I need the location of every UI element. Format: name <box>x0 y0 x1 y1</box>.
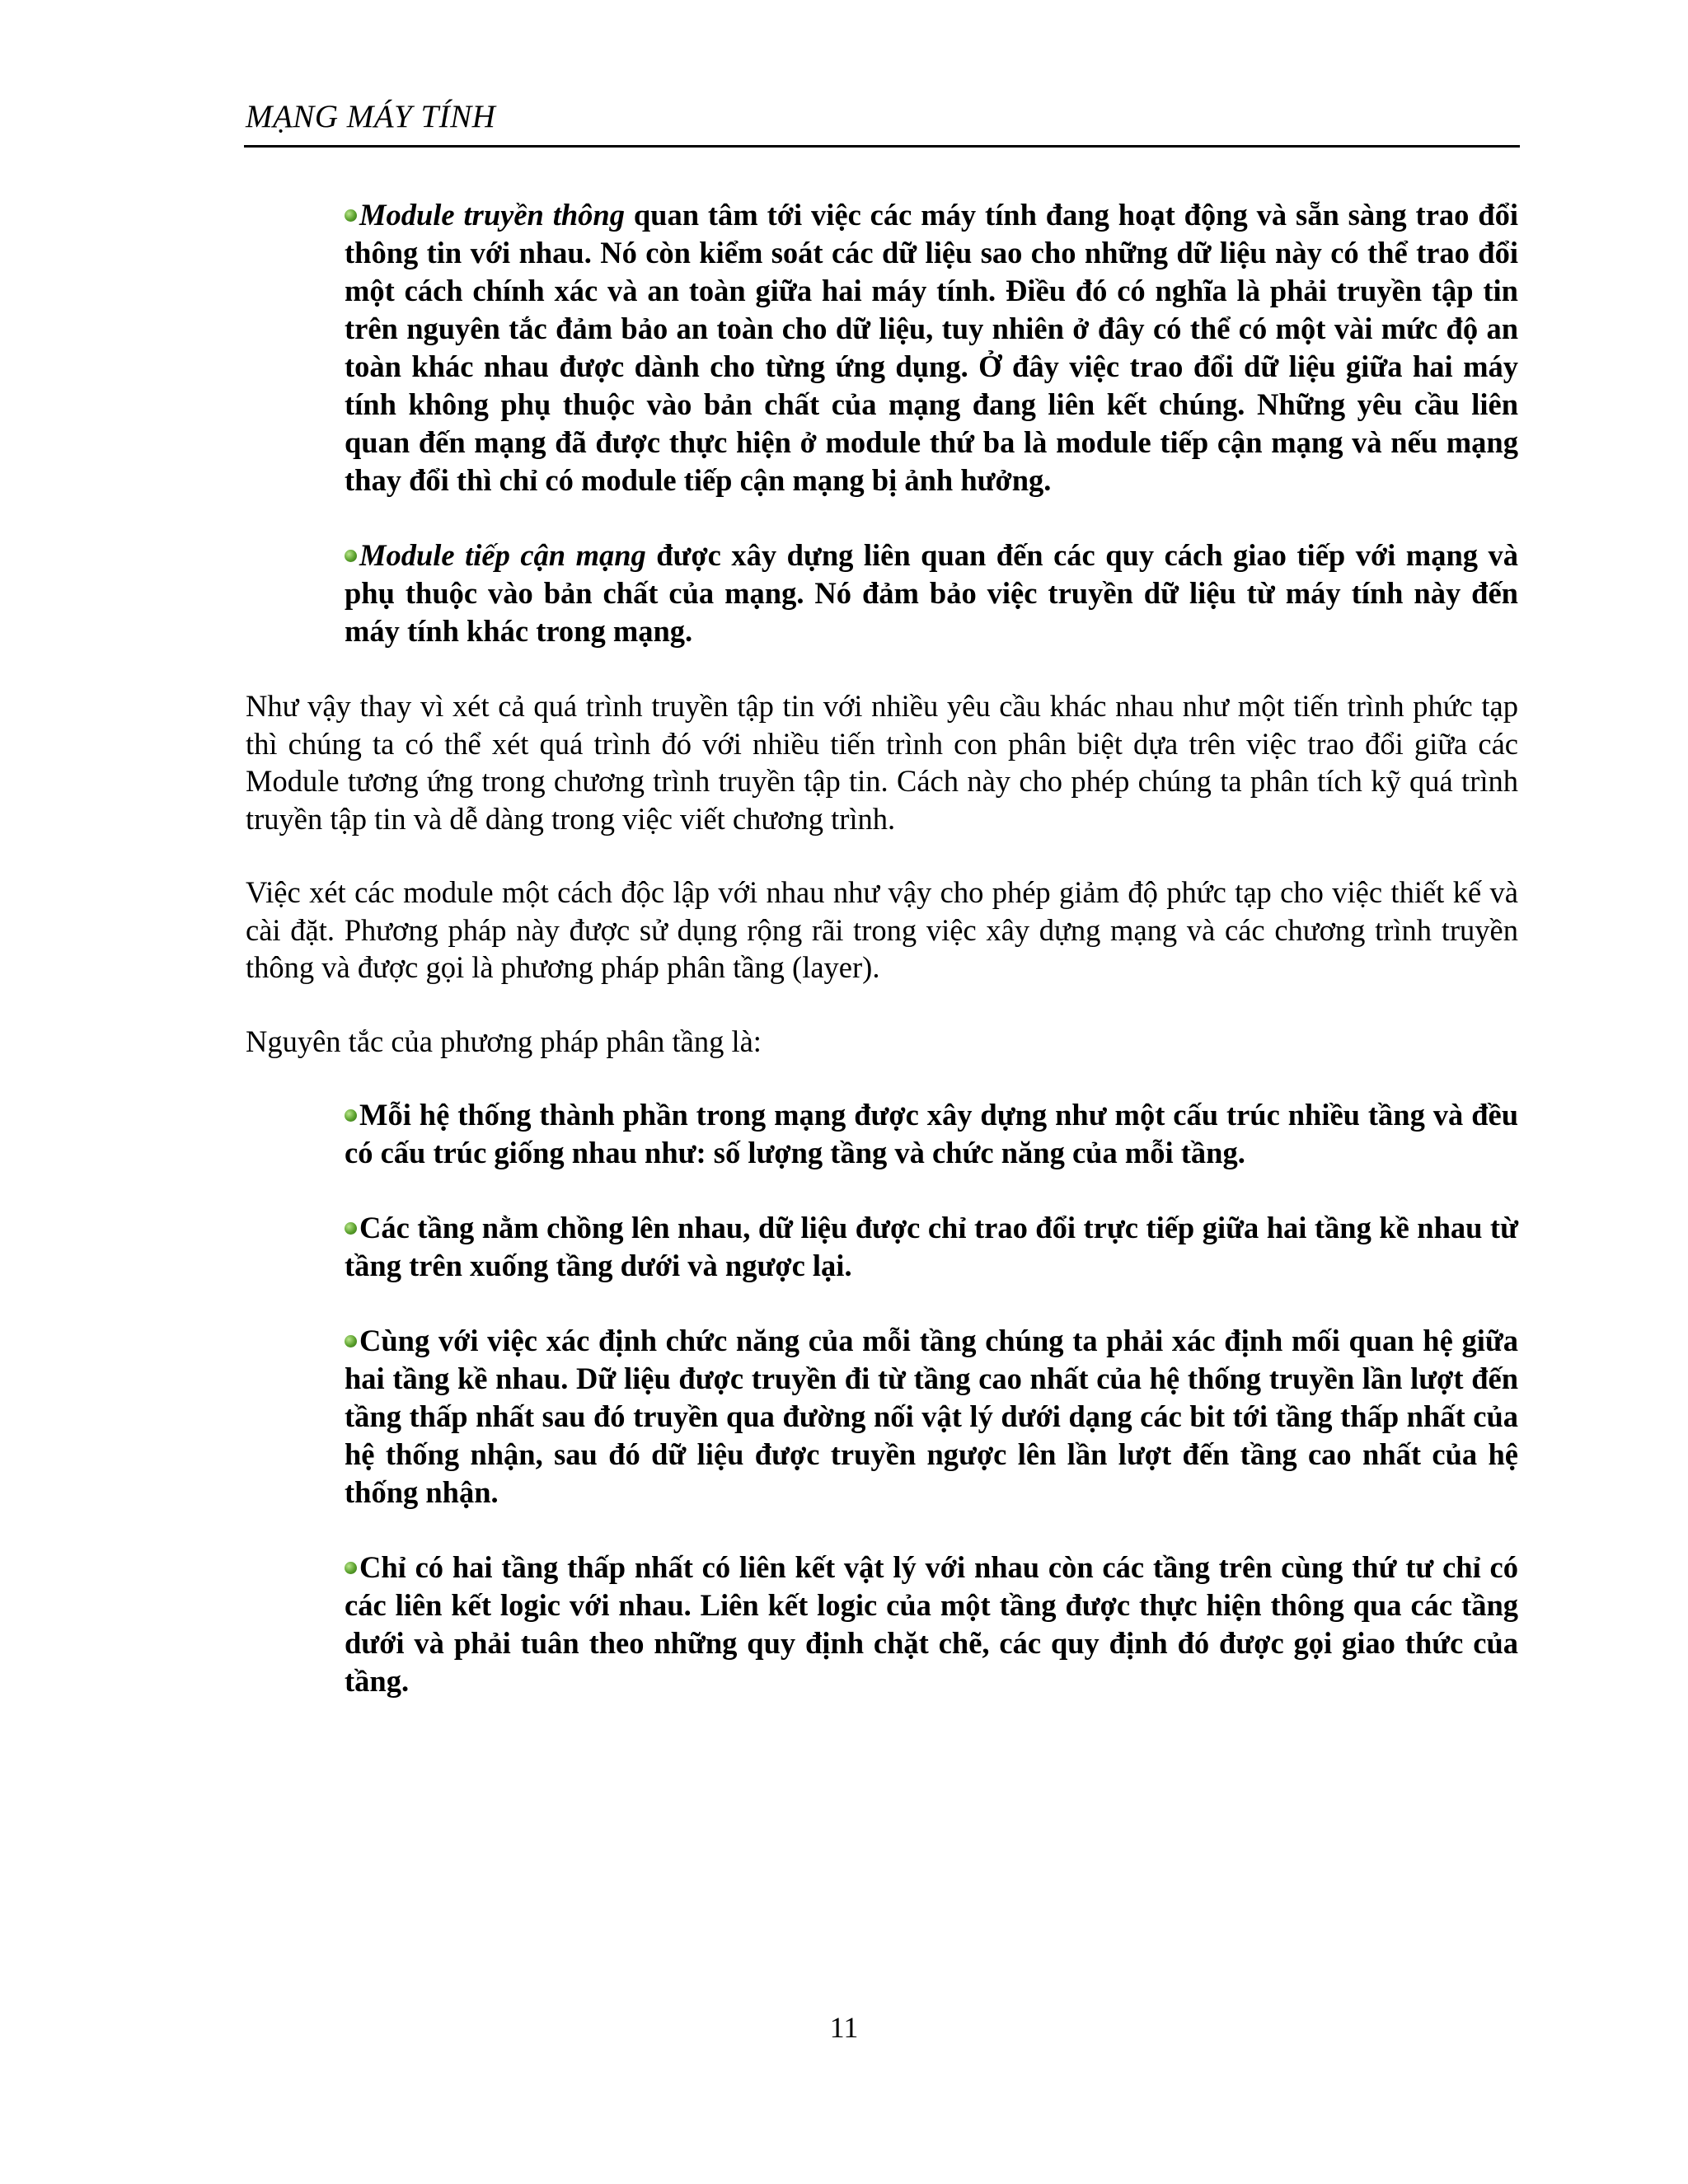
principle-text: Mỗi hệ thống thành phần trong mạng được xây dựng như một cấu trúc nhiều tầng và đều có cấu trúc giống nhau như: số lượng tầng và chức năng của mỗi tầng. <box>345 1098 1518 1169</box>
principle-text: Các tầng nằm chồng lên nhau, dữ liệu được chỉ trao đổi trực tiếp giữa hai tầng kề nhau từ tầng trên xuống tầng dưới và ngược lại. <box>345 1211 1518 1282</box>
bullet-lead-term: Module truyền thông <box>359 198 625 232</box>
bullet-item-module-truyen-thong <box>345 196 1518 499</box>
green-bullet-icon <box>345 1562 357 1574</box>
principle-item <box>345 1209 1518 1285</box>
bullet-item-module-tiep-can-mang <box>345 537 1518 650</box>
bullet-text: được xây dựng liên quan đến các quy cách giao tiếp với mạng và phụ thuộc vào bản chất của mạng. Nó đảm bảo việc truyền dữ liệu từ máy tính này đến máy tính khác trong mạng. <box>345 538 1518 648</box>
running-header: MẠNG MÁY TÍNH <box>246 99 496 134</box>
green-bullet-icon <box>345 550 357 562</box>
principles-intro: Nguyên tắc của phương pháp phân tầng là: <box>246 1024 762 1058</box>
green-bullet-icon <box>345 1222 357 1235</box>
principle-item <box>345 1549 1518 1700</box>
principle-text: Chỉ có hai tầng thấp nhất có liên kết vật lý với nhau còn các tầng trên cùng thứ tư chỉ có các liên kết logic với nhau. Liên kết logic của một tầng được thực hiện thông qua các tầng dưới và phải tuân theo những quy định chặt chẽ, các quy định đó được gọi giao thức của tầng. <box>345 1550 1518 1698</box>
bullet-lead-term: Module tiếp cận mạng <box>359 538 646 572</box>
principle-item <box>345 1096 1518 1172</box>
principle-item <box>345 1322 1518 1511</box>
green-bullet-icon <box>345 1109 357 1122</box>
green-bullet-icon <box>345 209 357 222</box>
body-paragraph: Việc xét các module một cách độc lập với nhau như vậy cho phép giảm độ phức tạp cho việc thiết kế và cài đặt. Phương pháp này được sử dụng rộng rãi trong việc xây dựng mạng và các chương trình truyền thông và được gọi là phương pháp phân tầng (layer). <box>246 875 1518 984</box>
principle-text: Cùng với việc xác định chức năng của mỗi tầng chúng ta phải xác định mối quan hệ giữa hai tầng kề nhau. Dữ liệu được truyền đi từ tầng cao nhất của hệ thống truyền lần lượt đến tầng thấp nhất sau đó truyền qua đường nối vật lý dưới dạng các bit tới tầng thấp nhất của hệ thống nhận, sau đó dữ liệu được truyền ngược lên lần lượt đến tầng cao nhất của hệ thống nhận. <box>345 1324 1518 1509</box>
bullet-text: quan tâm tới việc các máy tính đang hoạt động và sẵn sàng trao đổi thông tin với nhau. Nó còn kiểm soát các dữ liệu sao cho những dữ liệu này có thể trao đổi một cách chính xác và an toàn giữa hai máy tính. Điều đó có nghĩa là phải truyền tập tin trên nguyên tắc đảm bảo an toàn cho dữ liệu, tuy nhiên ở đây có thể có một vài mức độ an toàn khác nhau được dành cho từng ứng dụng. Ở đây việc trao đổi dữ liệu giữa hai máy tính không phụ thuộc vào bản chất của mạng đang liên kết chúng. Những yêu cầu liên quan đến mạng đã được thực hiện ở module thứ ba là module tiếp cận mạng và nếu mạng thay đổi thì chỉ có module tiếp cận mạng bị ảnh hưởng. <box>345 198 1518 497</box>
page-content <box>246 196 1518 1737</box>
body-paragraph: Như vậy thay vì xét cả quá trình truyền tập tin với nhiều yêu cầu khác nhau như một tiến trình phức tạp thì chúng ta có thể xét quá trình đó với nhiều tiến trình con phân biệt dựa trên việc trao đổi giữa các Module tương ứng trong chương trình truyền tập tin. Cách này cho phép chúng ta phân tích kỹ quá trình truyền tập tin và dễ dàng trong việc viết chương trình. <box>246 689 1518 836</box>
header-rule <box>244 145 1520 148</box>
page-number: 11 <box>829 2011 859 2044</box>
green-bullet-icon <box>345 1335 357 1347</box>
